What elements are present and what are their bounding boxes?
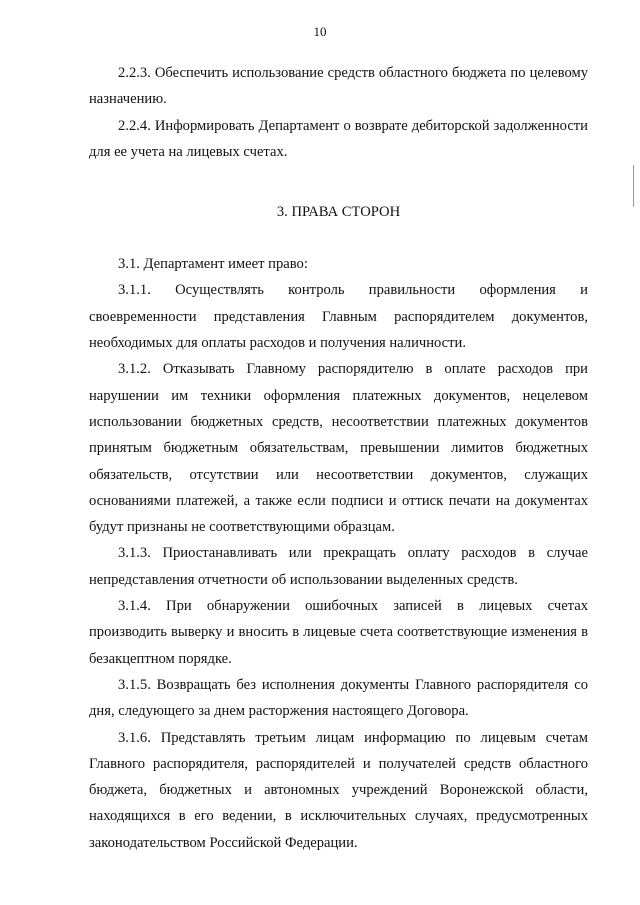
paragraph-3-1-1: 3.1.1. Осуществлять контроль правильности оформления и своевременности представления Главным распорядителем документов, необходимых для оплаты расходов и получения наличности. [89, 282, 588, 352]
document-body [89, 60, 588, 856]
paragraph-3-1-4: 3.1.4. При обнаружении ошибочных записей в лицевых счетах производить выверку и вносить в лицевые счета соответствующие изменения в безакцептном порядке. [89, 598, 588, 667]
paragraph-2-2-3: 2.2.3. Обеспечить использование средств областного бюджета по целевому назначению. [89, 65, 588, 108]
paragraph-3-1: 3.1. Департамент имеет право: [118, 256, 308, 273]
paragraph-3-1-2: 3.1.2. Отказывать Главному распорядителю в оплате расходов при нарушении им техники оформления платежных документов, нецелевом использовании бюджетных средств, несоответствии платежных документов принятым бюджетным обязательствам, превышении лимитов бюджетных обязательств, отсутствии или несоответствии документов, служащих основаниями платежей, а также если подписи и оттиск печати на документах будут признаны не соответствующими образцам. [89, 361, 588, 536]
section-heading: 3. ПРАВА СТОРОН [276, 204, 401, 221]
paragraph-2-2-4: 2.2.4. Информировать Департамент о возврате дебиторской задолженности для ее учета на лицевых счетах. [89, 117, 588, 160]
paragraph-3-1-5: 3.1.5. Возвращать без исполнения документы Главного распорядителя со дня, следующего за днем расторжения настоящего Договора. [89, 676, 588, 720]
paragraph-3-1-3: 3.1.3. Приостанавливать или прекращать оплату расходов в случае непредставления отчетности об использовании выделенных средств. [89, 545, 588, 588]
page-number: 10 [313, 24, 327, 39]
paragraph-3-1-6: 3.1.6. Представлять третьим лицам информацию по лицевым счетам Главного распорядителя, распорядителей и получателей средств областного бюджета, бюджетных и автономных учреждений Воронежской области, находящихся в его ведении, в исключительных случаях, предусмотренных законодательством Российской Федерации. [89, 729, 588, 851]
scan-margin-line [633, 165, 634, 207]
